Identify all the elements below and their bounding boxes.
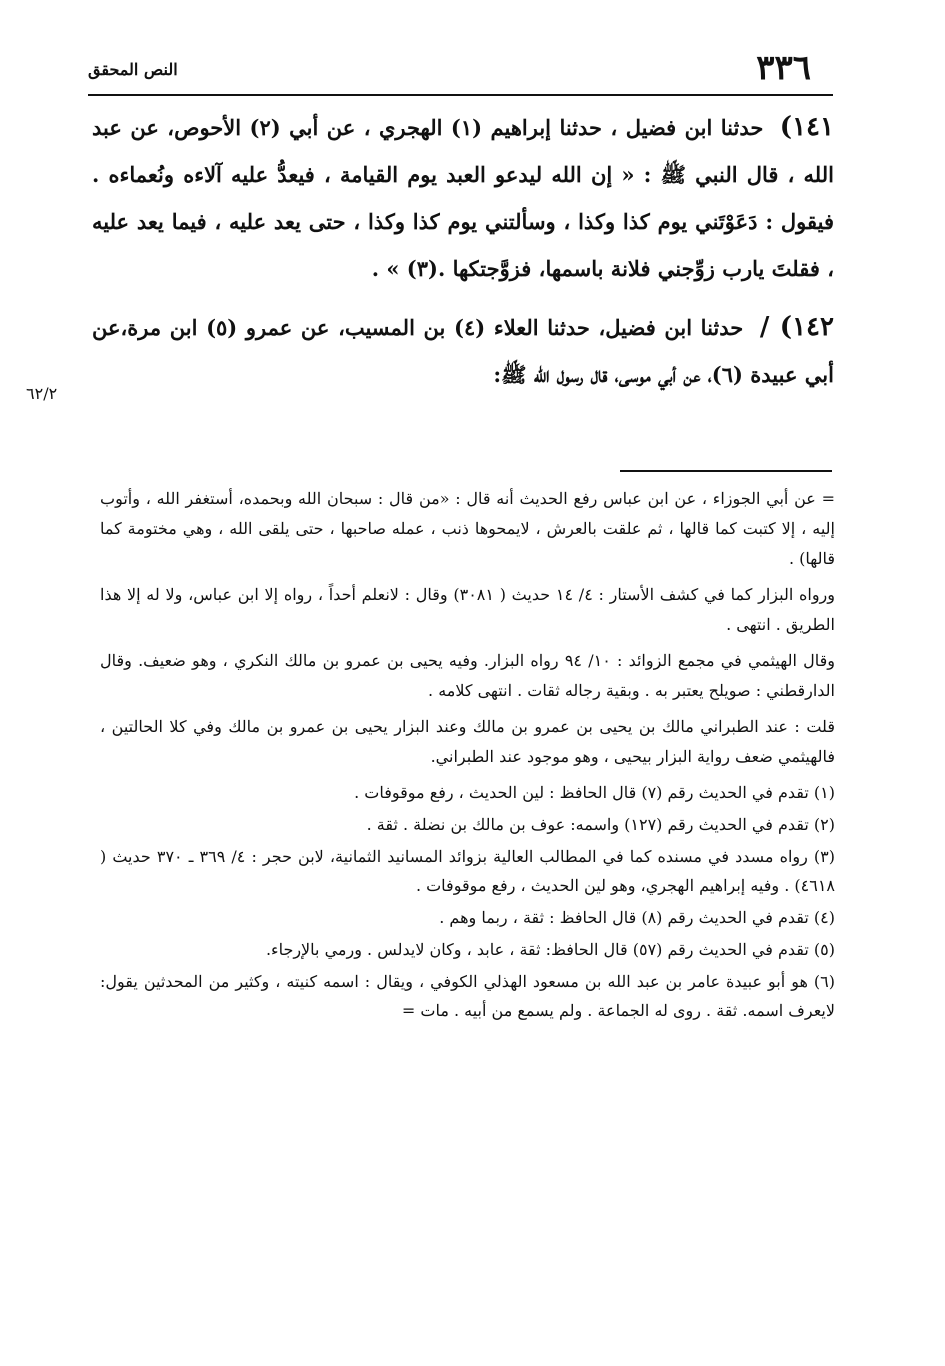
continuation-note: ورواه البزار كما في كشف الأستار : ٤/ ١٤ حديث ( ٣٠٨١) وقال : لانعلم أحداً ، رواه إلا ابن عباس، ولا له إلا هذا الطريق . انتهى . (100, 585, 836, 634)
hadith-text: حدثنا ابن فضيل، حدثنا العلاء (٤) بن المسيب، عن عمرو (٥) ابن مرة،عن أبي عبيدة (٦)، عن أبي موسى، قال رسول الله ﷺ: (92, 315, 834, 387)
note-text: = عن أبي الجوزاء ، عن ابن عباس رفع الحديث أنه قال : «من قال : سبحان الله وبحمده، أستغفر الله ، وأتوب إليه ، إلا كتبت كما قالها ، ثم علقت بالعرش ، لايمحوها ذنب ، عمله صاحبها ، حتى يلقى الله ، وهي مختومة كما قالها) . (100, 489, 835, 568)
page-header (88, 48, 833, 96)
continuation-note: وقال الهيثمي في مجمع الزوائد : ١٠/ ٩٤ رواه البزار. وفيه يحيى بن عمرو بن مالك النكري ، وهو ضعيف. وقال الدارقطني : صويلح يعتبر به . وبقية رجاله ثقات . انتهى كلامه . (100, 651, 835, 700)
footnote-2: (٢) تقدم في الحديث رقم (١٢٧) واسمه: عوف بن مالك بن نضلة . ثقة . (366, 815, 835, 834)
hadith-141 (92, 104, 834, 292)
hadith-142 (92, 304, 834, 398)
hadith-number: ١٤١) (779, 112, 834, 142)
footnote-divider (620, 470, 832, 472)
footnotes-section (100, 484, 835, 1028)
main-text (92, 104, 834, 410)
page-number: ٣٣٦ (756, 48, 811, 88)
hadith-text: حدثنا ابن فضيل ، حدثنا إبراهيم (١) الهجري ، عن أبي (٢) الأحوص، عن عبد الله ، قال النبي ﷺ : « إن الله ليدعو العبد يوم القيامة ، فيعدُّ عليه آلاءه ونُعماءه . فيقول : دَعَوْتَني يوم كذا وكذا ، وسألتني يوم كذا وكذا ، حتى يعد عليه ، فيما يعد عليه ، فقلتَ يارب زوِّجني فلانة باسمها، فزوَّجتكها .(٣) » . (92, 115, 834, 281)
continuation-note: قلت : عند الطبراني مالك بن يحيى بن عمرو بن مالك وعند البزار يحيى بن عمرو بن مالك وفي كلا الحالتين ، فالهيثمي ضعف رواية البزار بيحيى ، وهو موجود عند الطبراني. (100, 717, 835, 766)
footnote-6: (٦) هو أبو عبيدة عامر بن عبد الله بن مسعود الهذلي الكوفي ، ويقال : اسمه كنيته ، وكثير من المحدثين يقول: لايعرف اسمه. ثقة . روى له الجماعة . ولم يسمع من أبيه . مات = (100, 972, 835, 1020)
footnote-1: (١) تقدم في الحديث رقم (٧) قال الحافظ : لين الحديث ، رفع موقوفات . (354, 783, 835, 802)
continuation-note (100, 484, 835, 574)
footnote-5: (٥) تقدم في الحديث رقم (٥٧) قال الحافظ: ثقة ، عابد ، وكان لايدلس . ورمي بالإرجاء. (265, 940, 835, 959)
footnote-3: (٣) رواه مسدد في مسنده كما في المطالب العالية بزوائد المسانيد الثمانية، لابن حجر : ٤/ ٣٦٩ ـ ٣٧٠ حديث ( ٤٦١٨) . وفيه إبراهيم الهجري، وهو لين الحديث ، رفع موقوفات . (100, 847, 836, 895)
margin-reference: ٦٢/٢ (26, 384, 58, 403)
footnote-4: (٤) تقدم في الحديث رقم (٨) قال الحافظ : ثقة ، ربما وهم . (439, 908, 835, 927)
running-title: النص المحقق (88, 60, 178, 79)
hadith-number: ١٤٢) / (759, 312, 834, 342)
